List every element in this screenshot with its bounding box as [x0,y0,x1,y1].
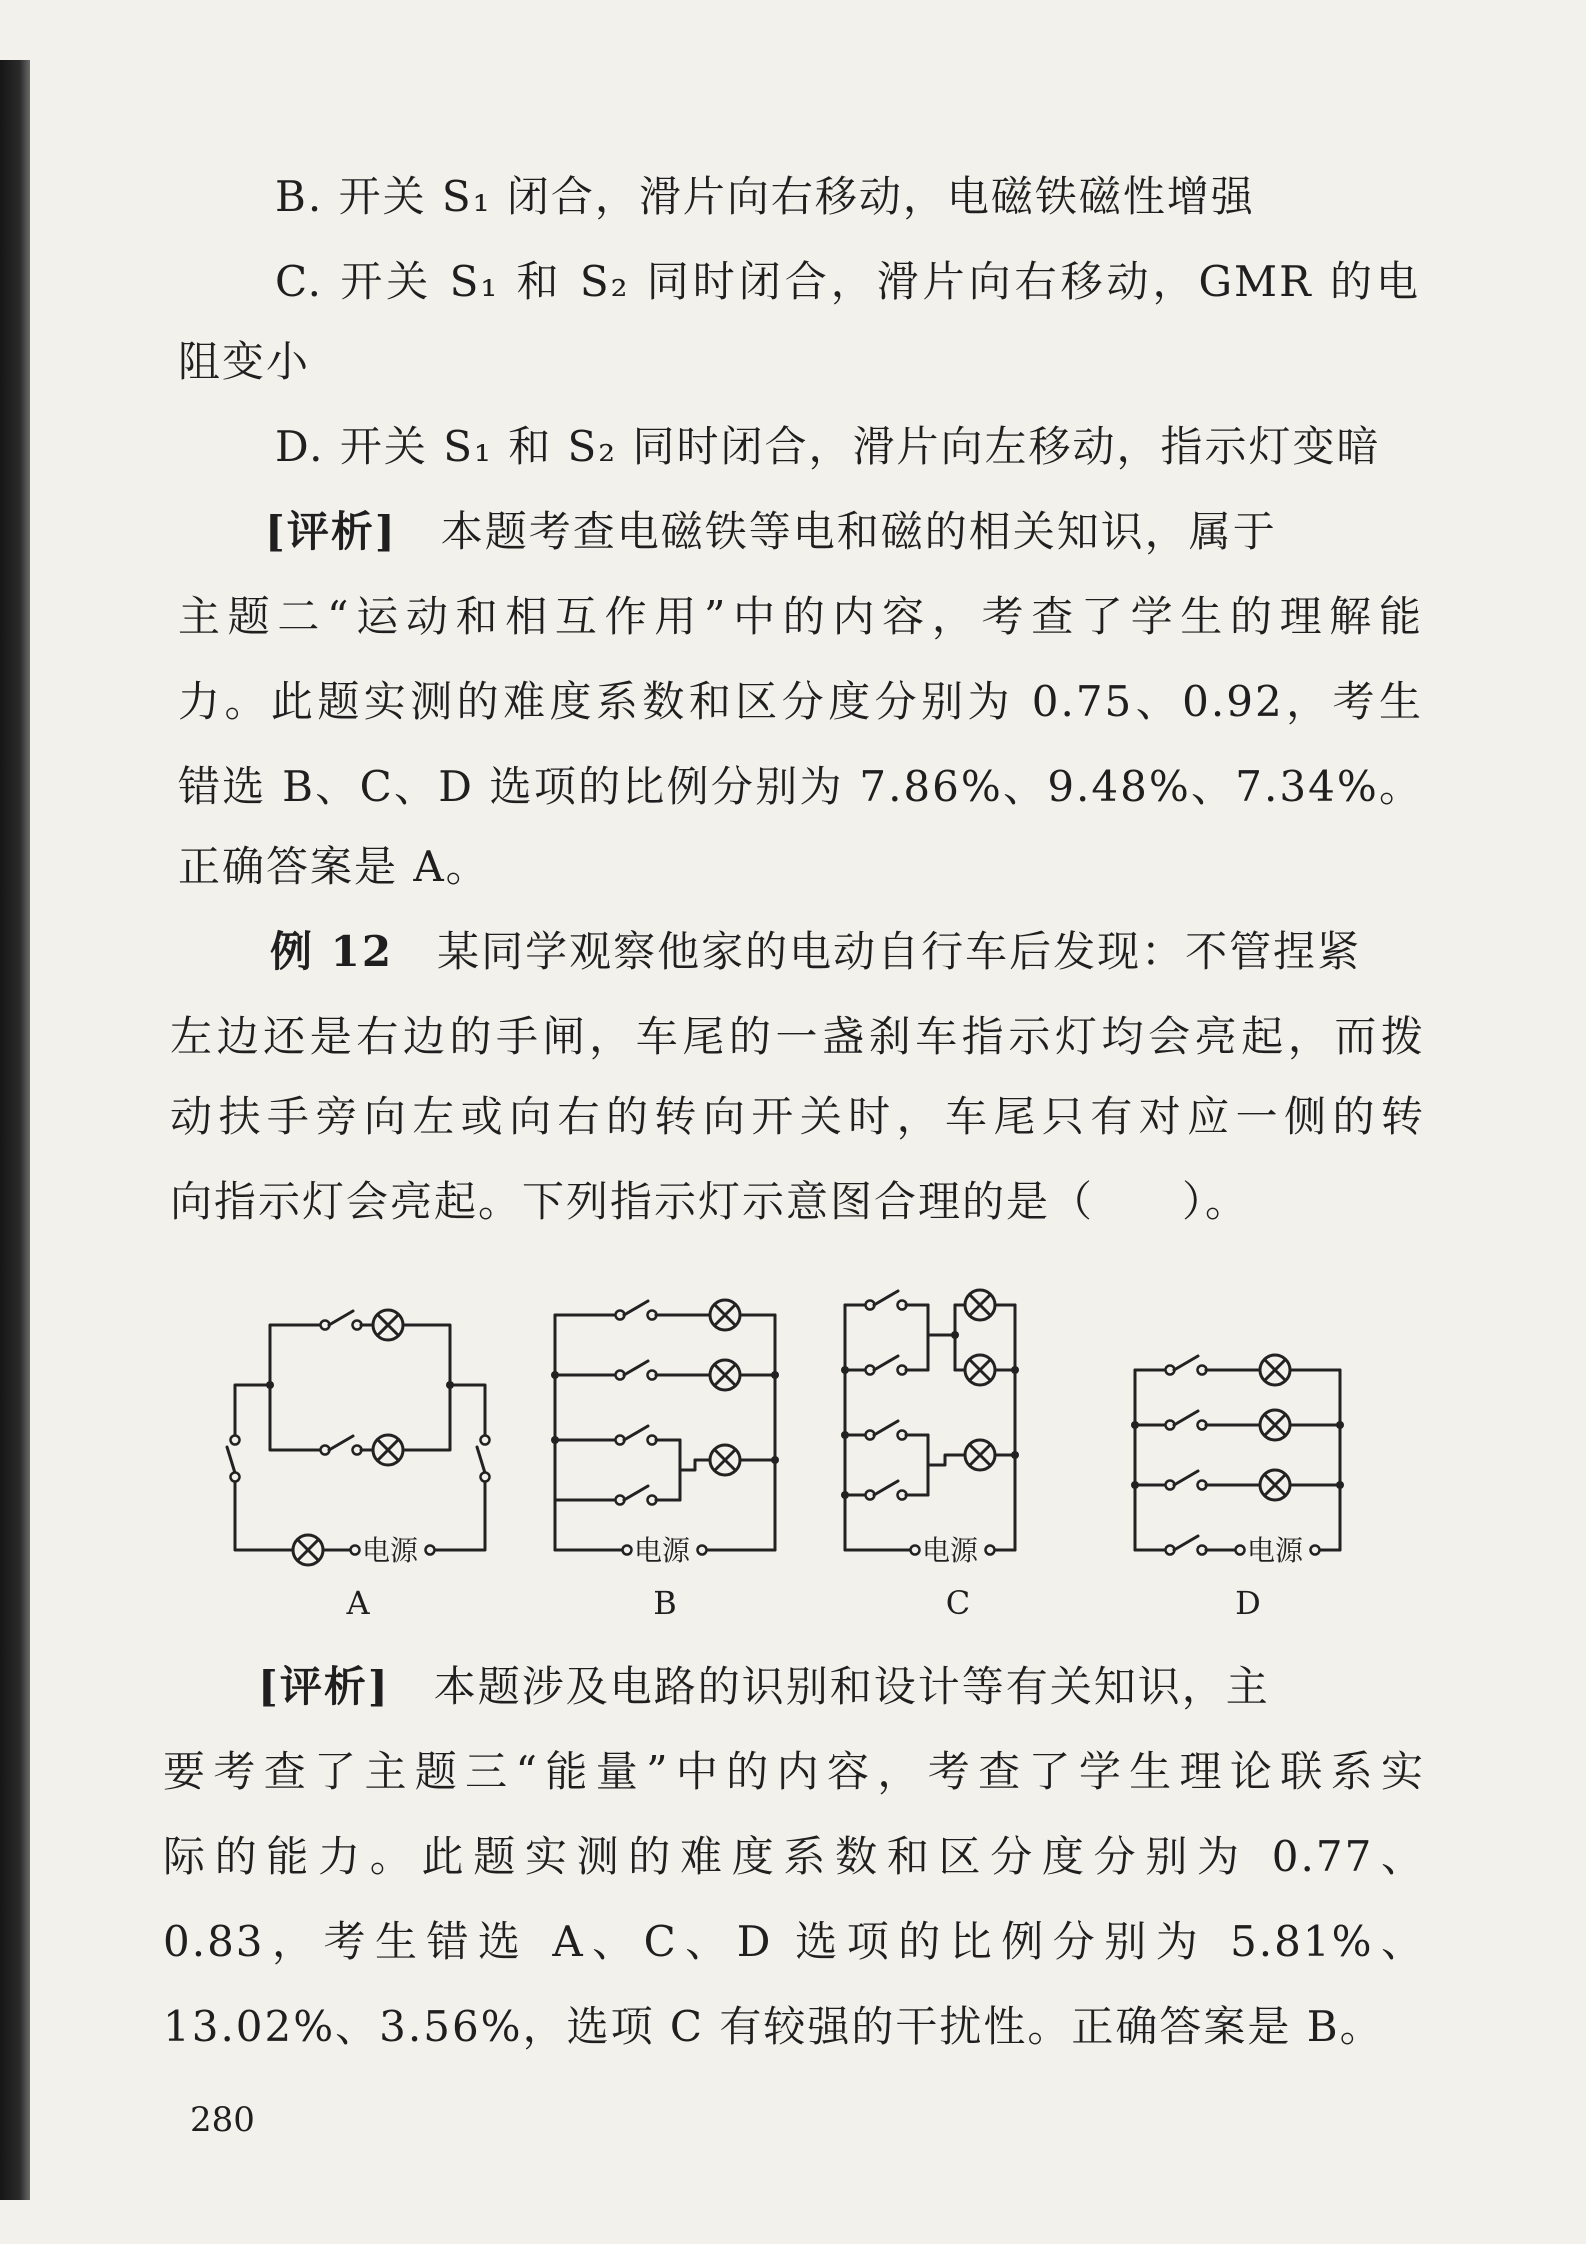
example12-line3: 动扶手旁向左或向右的转向开关时，车尾只有对应一侧的转 [170,1092,1425,1141]
circuit-a-power-label: 电源 [362,1534,419,1567]
example12-line2: 左边还是右边的手闸，车尾的一盏刹车指示灯均会亮起，而拨 [170,1012,1425,1061]
circuit-a [227,1310,490,1567]
option-c-line1: C. 开关 S₁ 和 S₂ 同时闭合，滑片向右移动，GMR 的电 [275,257,1420,306]
option-d: D. 开关 S₁ 和 S₂ 同时闭合，滑片向左移动，指示灯变暗 [275,422,1381,471]
circuit-label-d: D [1235,1584,1261,1622]
analysis12-line3: 际的能力。此题实测的难度系数和区分度分别为 0.77、 [163,1832,1425,1881]
analysis11-line1-text: 本题考查电磁铁等电和磁的相关知识，属于 [440,507,1277,556]
circuit-b [551,1300,779,1567]
option-b: B. 开关 S₁ 闭合，滑片向右移动，电磁铁磁性增强 [275,172,1255,221]
circuit-c-power-label: 电源 [922,1534,979,1567]
circuit-c-brake-lamp [965,1440,995,1470]
page-number: 280 [190,2100,255,2140]
circuit-a-turn-lamp-upper [373,1310,403,1340]
circuit-b-power-label: 电源 [634,1534,691,1567]
circuit-label-a: A [346,1584,370,1622]
circuit-d-power-label: 电源 [1247,1534,1304,1567]
example12-line1-text: 某同学观察他家的电动自行车后发现：不管捏紧 [437,927,1362,976]
example12-label: 例 12 [270,927,394,976]
analysis12-line1-text: 本题涉及电路的识别和设计等有关知识，主 [433,1662,1270,1711]
analysis11-line5: 正确答案是 A。 [178,842,490,891]
circuit-a-brake-lamp [293,1535,323,1565]
circuit-a-turn-lamp-lower [373,1435,403,1465]
analysis12-line5: 13.02%、3.56%，选项 C 有较强的干扰性。正确答案是 B。 [163,2002,1384,2051]
circuit-b-brake-lamp [710,1445,740,1475]
circuit-label-c: C [945,1584,971,1622]
circuit-diagrams-svg [210,1265,1390,1625]
circuit-label-b: B [653,1584,677,1622]
example12-line4: 向指示灯会亮起。下列指示灯示意图合理的是（ ）。 [170,1177,1250,1226]
analysis12-line1 [258,1660,1425,1714]
analysis12-line4: 0.83，考生错选 A、C、D 选项的比例分别为 5.81%、 [163,1917,1425,1966]
analysis11-line4: 错选 B、C、D 选项的比例分别为 7.86%、9.48%、7.34%。 [178,762,1423,811]
analysis12-line2: 要考查了主题三“能量”中的内容，考查了学生理论联系实 [163,1747,1425,1796]
analysis11-line2: 主题二“运动和相互作用”中的内容，考查了学生的理解能 [178,592,1423,641]
circuit-diagrams [210,1265,1390,1625]
analysis12-tag: [评析] [258,1662,390,1711]
circuit-c [841,1290,1019,1567]
circuit-c-turn-lamp-upper [965,1290,995,1320]
circuit-c-turn-lamp-lower [965,1355,995,1385]
circuit-d-turn-lamp-right [1260,1470,1290,1500]
circuit-b-turn-lamp-right [710,1360,740,1390]
option-c-line2: 阻变小 [178,337,311,386]
analysis11-line3: 力。此题实测的难度系数和区分度分别为 0.75、0.92，考生 [178,677,1423,726]
circuit-d-brake-lamp [1260,1410,1290,1440]
analysis11-line1 [265,505,1425,559]
circuit-b-turn-lamp-left [710,1300,740,1330]
analysis11-tag: [评析] [265,507,397,556]
circuit-d [1131,1355,1344,1567]
example12-line1 [270,925,1425,979]
circuit-d-turn-lamp-left [1260,1355,1290,1385]
